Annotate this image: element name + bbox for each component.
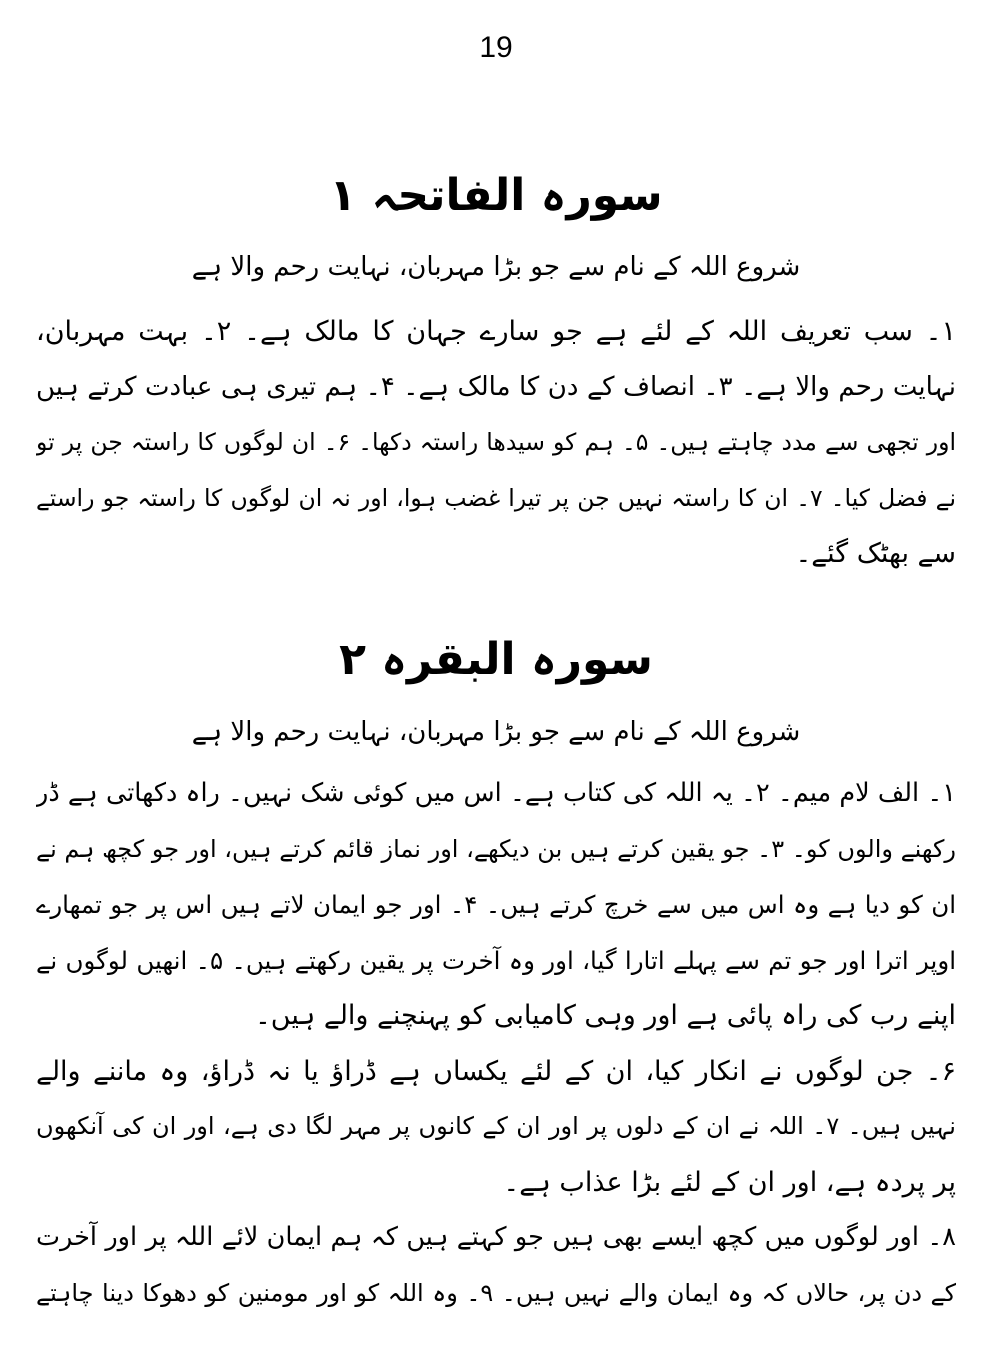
text-line: ۱۔ الف لام میم۔ ۲۔ یہ اللہ کی کتاب ہے۔ اس میں کوئی شک نہیں۔ راہ دکھاتی ہے ڈر (36, 778, 956, 808)
text-line: کے دن پر، حالاں کہ وہ ایمان والے نہیں ہیں۔ ۹۔ وہ اللہ کو اور مومنین کو دھوکا دینا چاہتے (36, 1278, 956, 1307)
surah-text-baqarah (36, 766, 956, 1321)
text-line: نے فضل کیا۔ ۷۔ ان کا راستہ نہیں جن پر تیرا غضب ہوا، اور نہ ان لوگوں کا راستہ جو راستے (36, 483, 956, 512)
text-line: رکھنے والوں کو۔ ۳۔ جو یقین کرتے ہیں بن دیکھے، اور نماز قائم کرتے ہیں، اور جو کچھ ہم نے (36, 834, 956, 863)
bismillah-fatiha: شروع اللہ کے نام سے جو بڑا مہربان، نہایت رحم والا ہے (191, 252, 801, 282)
text-line: اور تجھی سے مدد چاہتے ہیں۔ ۵۔ ہم کو سیدھا راستہ دکھا۔ ۶۔ ان لوگوں کا راستہ جن پر تو (36, 428, 956, 456)
text-line: ان کو دیا ہے وہ اس میں سے خرچ کرتے ہیں۔ ۴۔ اور جو ایمان لاتے ہیں اس پر جو تمھارے (36, 890, 956, 919)
text-line: ۶۔ جن لوگوں نے انکار کیا، ان کے لئے یکساں ہے ڈراؤ یا نہ ڈراؤ، وہ ماننے والے (36, 1055, 956, 1087)
surah-title-baqarah: سورہ البقرہ ۲ (339, 634, 653, 685)
bismillah-baqarah: شروع اللہ کے نام سے جو بڑا مہربان، نہایت رحم والا ہے (191, 717, 801, 747)
page-number: 19 (479, 31, 513, 64)
text-line: ۱۔ سب تعریف اللہ کے لئے ہے جو سارے جہان کا مالک ہے۔ ۲۔ بہت مہربان، (36, 316, 956, 347)
text-line: اوپر اترا اور جو تم سے پہلے اتارا گیا، اور وہ آخرت پر یقین رکھتے ہیں۔ ۵۔ انھیں لوگوں نے (36, 945, 956, 975)
text-line: نہایت رحم والا ہے۔ ۳۔ انصاف کے دن کا مالک ہے۔ ۴۔ ہم تیری ہی عبادت کرتے ہیں (36, 371, 956, 402)
text-line: نہیں ہیں۔ ۷۔ اللہ نے ان کے دلوں پر اور ان کے کانوں پر مہر لگا دی ہے، اور ان کی آنکھوں (36, 1112, 956, 1140)
surah-title-fatiha: سورہ الفاتحہ ۱ (329, 170, 663, 221)
text-line: سے بھٹک گئے۔ (795, 538, 956, 569)
text-line: ۸۔ اور لوگوں میں کچھ ایسے بھی ہیں جو کہتے ہیں کہ ہم ایمان لائے اللہ پر اور آخرت (36, 1222, 956, 1252)
text-line: اپنے رب کی راہ پائی ہے اور وہی کامیابی کو پہنچنے والے ہیں۔ (254, 1000, 956, 1031)
text-line: پر پردہ ہے، اور ان کے لئے بڑا عذاب ہے۔ (503, 1166, 956, 1198)
surah-text-fatiha (36, 304, 956, 582)
